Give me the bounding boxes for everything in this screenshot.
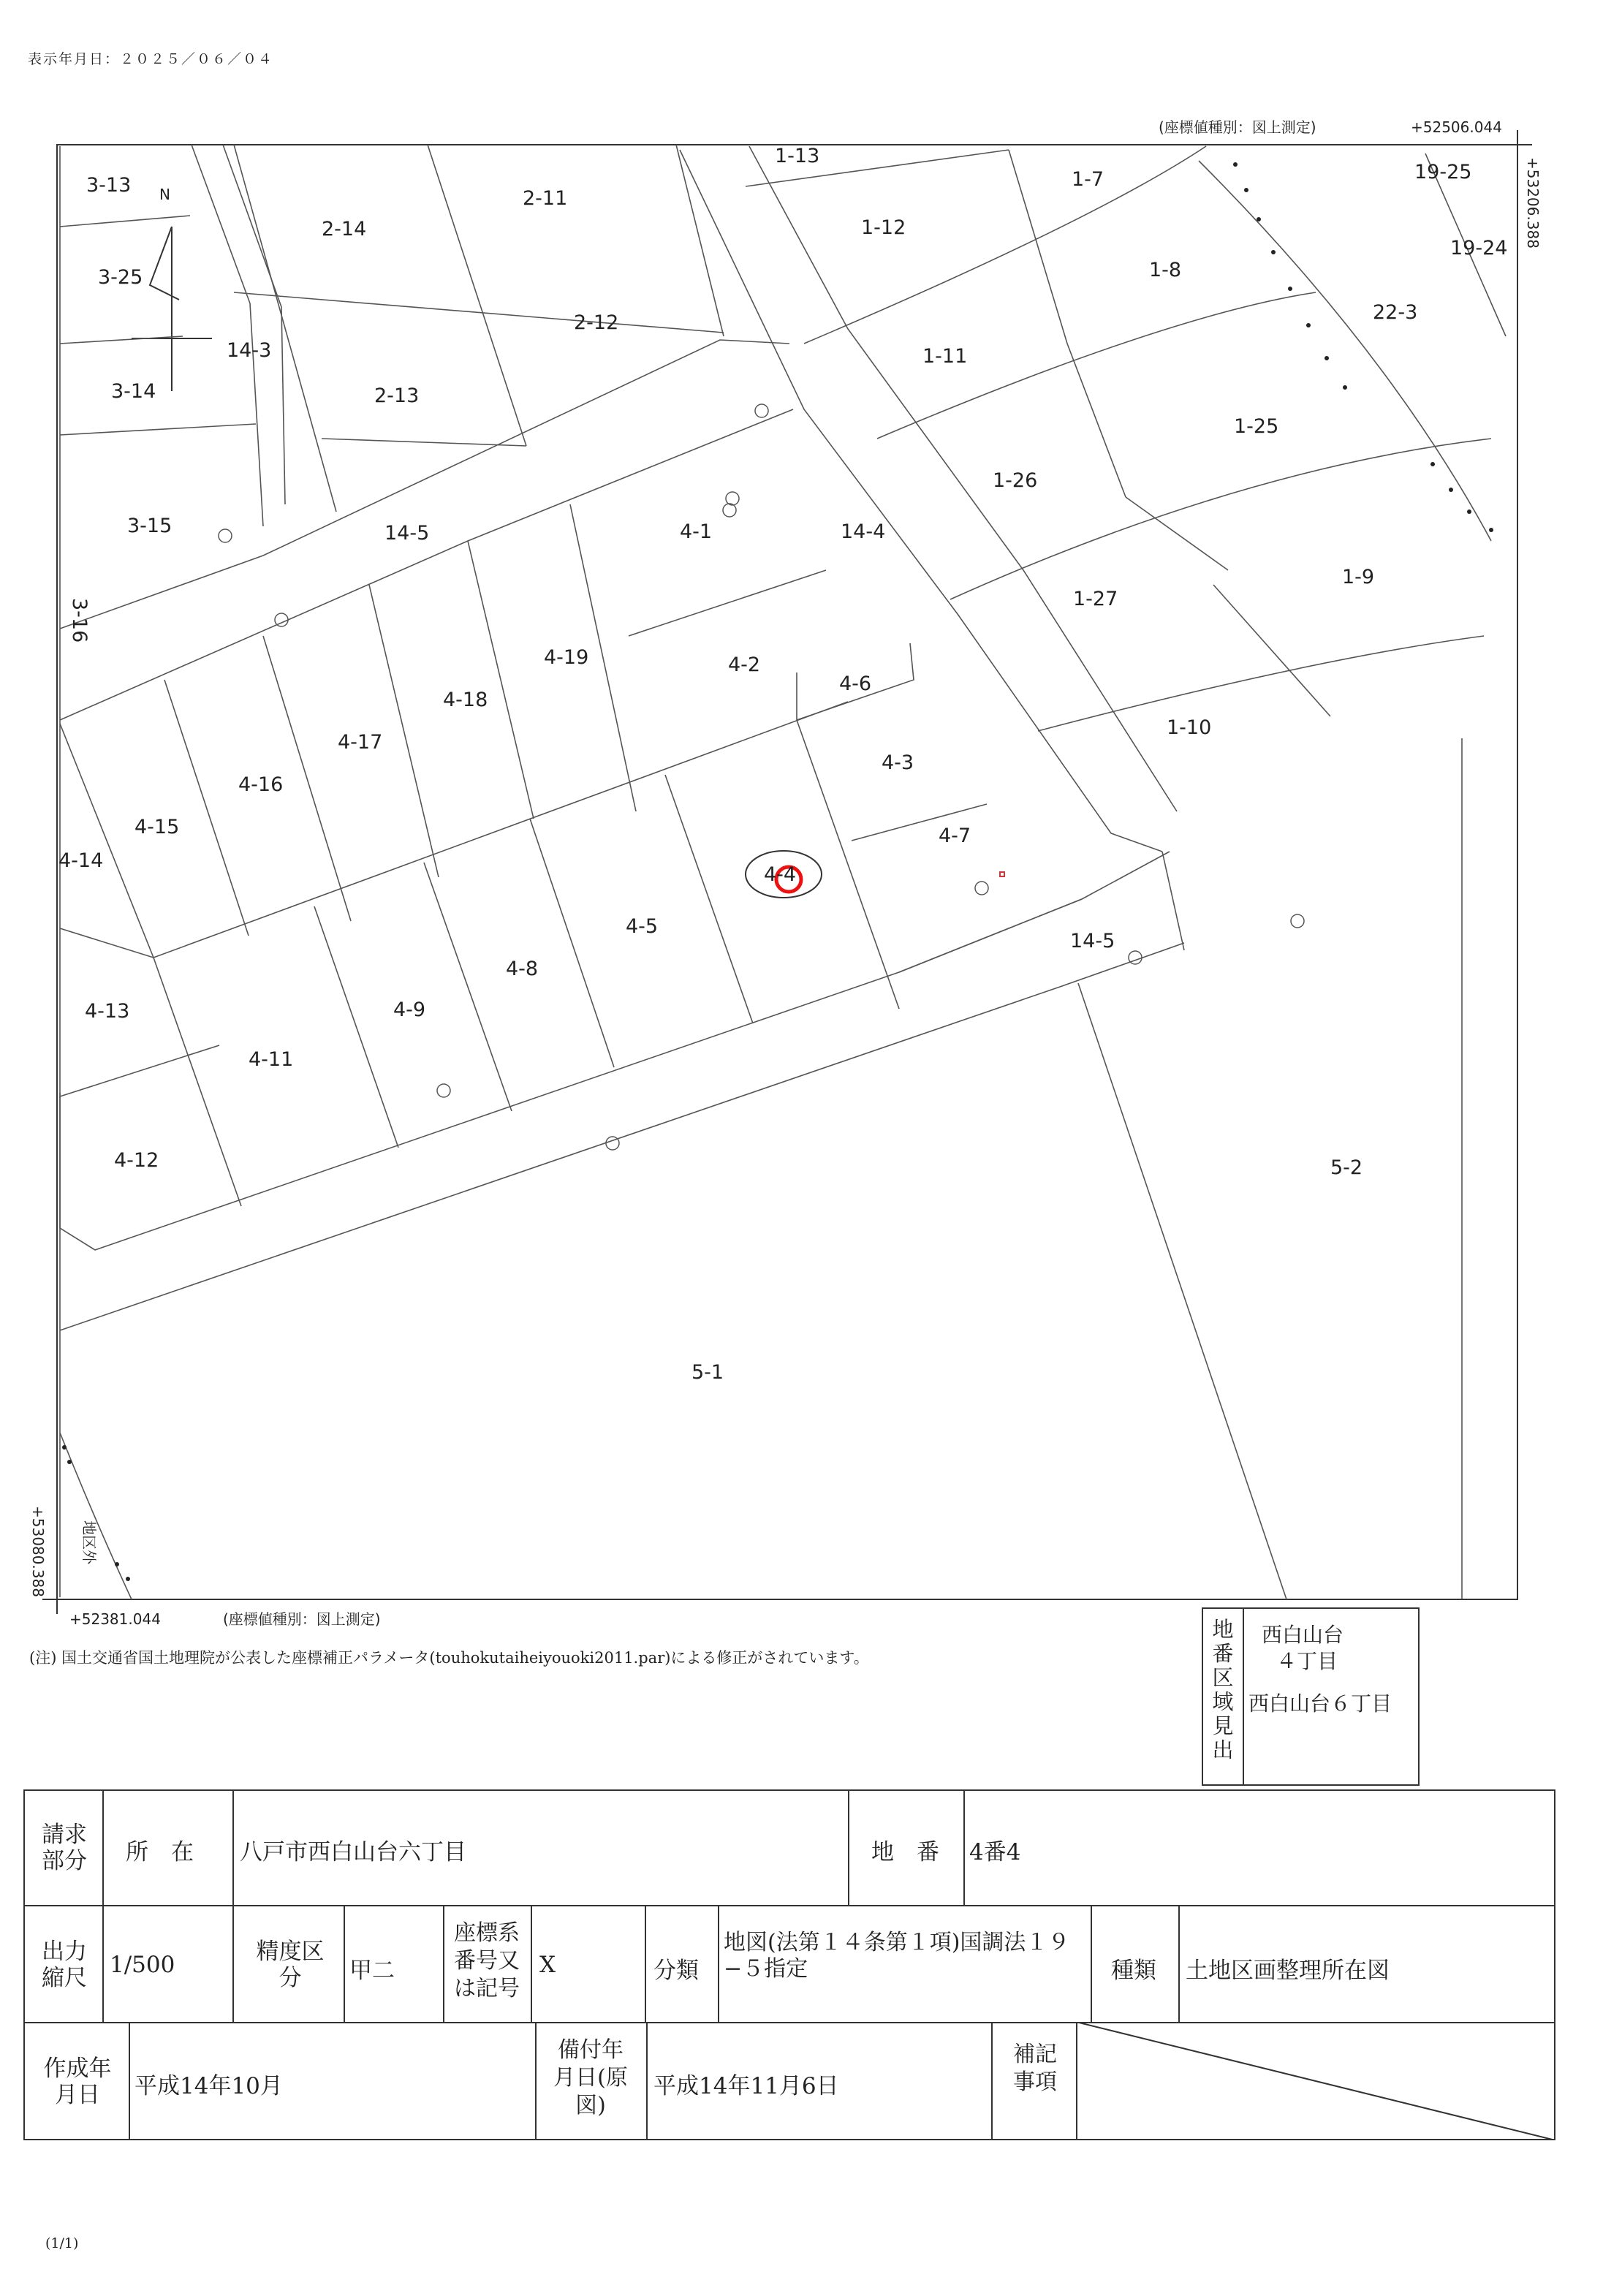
parcel-label: 14-5 [384, 522, 430, 545]
info-table [23, 1789, 1555, 2140]
parcel-label: 4-5 [626, 915, 659, 938]
parcel-label: 19-24 [1450, 237, 1508, 259]
correction-note: (注) 国土交通省国土地理院が公表した座標補正パラメータ(touhokutaiheiyouoki2011.par)による修正がされています。 [29, 1649, 869, 1667]
parcel-labels [58, 145, 1507, 1384]
parcel-label: 19-25 [1414, 161, 1472, 183]
type-value: 土地区画整理所在図 [1186, 1958, 1390, 1984]
scale-label: 出力縮尺 [42, 1939, 87, 1991]
coord-top-right-x: +52506.044 [1411, 118, 1502, 136]
parcel-label: 1-7 [1072, 168, 1104, 191]
accuracy-value: 甲二 [349, 1958, 395, 1984]
class-label: 分類 [653, 1958, 699, 1984]
parcel-label: 4-2 [728, 653, 761, 676]
parcel-label: 1-25 [1234, 415, 1279, 438]
parcel-label: 4-18 [443, 689, 488, 711]
parcel-label: 5-2 [1330, 1156, 1363, 1179]
location-label: 所 在 [126, 1839, 194, 1865]
remarks-diagonal [1076, 2022, 1555, 2140]
coord-bottom-left-y: +53080.388 [29, 1506, 47, 1597]
parcel-label: 3-15 [127, 515, 173, 537]
north-label: N [159, 186, 170, 203]
parcel-label: 14-4 [841, 520, 886, 543]
outside-area-label: 地区外 [80, 1520, 98, 1564]
north-arrow-icon [132, 227, 212, 391]
chiban-label: 地 番 [871, 1839, 939, 1865]
parcel-label: 3-14 [111, 380, 156, 403]
highlighted-parcel-label: 4-4 [764, 863, 797, 886]
chiban-value: 4番4 [969, 1839, 1021, 1865]
parcel-label: 4-17 [338, 731, 383, 754]
created-label: 作成年月日 [43, 2056, 112, 2108]
parcel-label: 1-12 [861, 216, 906, 239]
parcel-label: 4-12 [114, 1149, 159, 1172]
parcel-label: 3-25 [98, 266, 143, 289]
parcel-label: 4-8 [506, 958, 539, 980]
coord-top-right-y: +53206.388 [1524, 157, 1542, 249]
parcel-label: 4-19 [544, 646, 589, 669]
area1-line1: 西白山台 [1262, 1623, 1344, 1647]
coord-type-top: (座標値種別：図上測定) [1159, 118, 1316, 136]
class-value: 地図(法第１４条第１項)国調法１９−５指定 [724, 1930, 1070, 1982]
request-label: 請求部分 [42, 1822, 87, 1874]
area-box-label: 地番区域見出 [1212, 1617, 1234, 1762]
parcel-label: 4-15 [134, 816, 180, 838]
coord-bottom-left-x: +52381.044 [69, 1610, 161, 1628]
parcel-label: 1-9 [1342, 566, 1375, 588]
parcel-label: 2-13 [374, 384, 420, 407]
parcel-label: 4-3 [882, 751, 914, 774]
parcel-label: 1-8 [1149, 259, 1182, 281]
parcel-label: 1-27 [1073, 588, 1118, 610]
parcel-label: 4-9 [393, 999, 426, 1021]
parcel-label: 3-16 [68, 598, 91, 643]
parcel-label: 4-11 [249, 1048, 294, 1071]
parcel-label: 4-14 [58, 849, 104, 872]
location-value: 八戸市西白山台六丁目 [240, 1839, 466, 1865]
parcel-label: 14-5 [1070, 930, 1115, 952]
parcel-label: 1-10 [1167, 716, 1212, 739]
parcel-label: 1-11 [922, 345, 968, 368]
coord-type-bottom: (座標値種別：図上測定) [223, 1610, 381, 1628]
scale-value: 1/500 [110, 1952, 175, 1978]
area1-line2: ４丁目 [1276, 1649, 1338, 1673]
parcel-label: 3-13 [86, 174, 132, 197]
coord-sys-label: 座標系番号又は記号 [454, 1920, 520, 2001]
parcel-label: 2-11 [523, 187, 568, 210]
display-date: 表示年月日：２０２５／０６／０４ [28, 51, 274, 67]
parcel-label: 2-14 [322, 218, 367, 240]
remarks-label: 補記事項 [1013, 2042, 1057, 2095]
parcel-label: 4-16 [238, 773, 284, 796]
coord-sys-value: X [539, 1952, 556, 1978]
parcel-label: 1-26 [993, 469, 1038, 492]
parcel-label: 4-1 [680, 520, 713, 543]
parcel-label: 4-7 [939, 825, 971, 847]
accuracy-label: 精度区分 [256, 1939, 325, 1991]
created-value: 平成14年10月 [134, 2073, 283, 2099]
type-label: 種類 [1111, 1958, 1156, 1984]
area2: 西白山台６丁目 [1248, 1691, 1392, 1716]
parcel-label: 22-3 [1373, 301, 1418, 324]
parcel-label: 5-1 [691, 1361, 724, 1384]
parcel-label: 1-13 [775, 145, 820, 167]
area-box [1202, 1607, 1420, 1786]
parcel-label: 4-6 [839, 672, 872, 695]
parcel-label: 2-12 [574, 311, 619, 334]
page-number: (1/1) [45, 2235, 79, 2251]
parcel-label: 14-3 [227, 339, 272, 362]
registered-label: 備付年月日(原図) [553, 2037, 628, 2118]
registered-value: 平成14年11月6日 [653, 2073, 839, 2099]
parcel-label: 4-13 [85, 1000, 130, 1023]
